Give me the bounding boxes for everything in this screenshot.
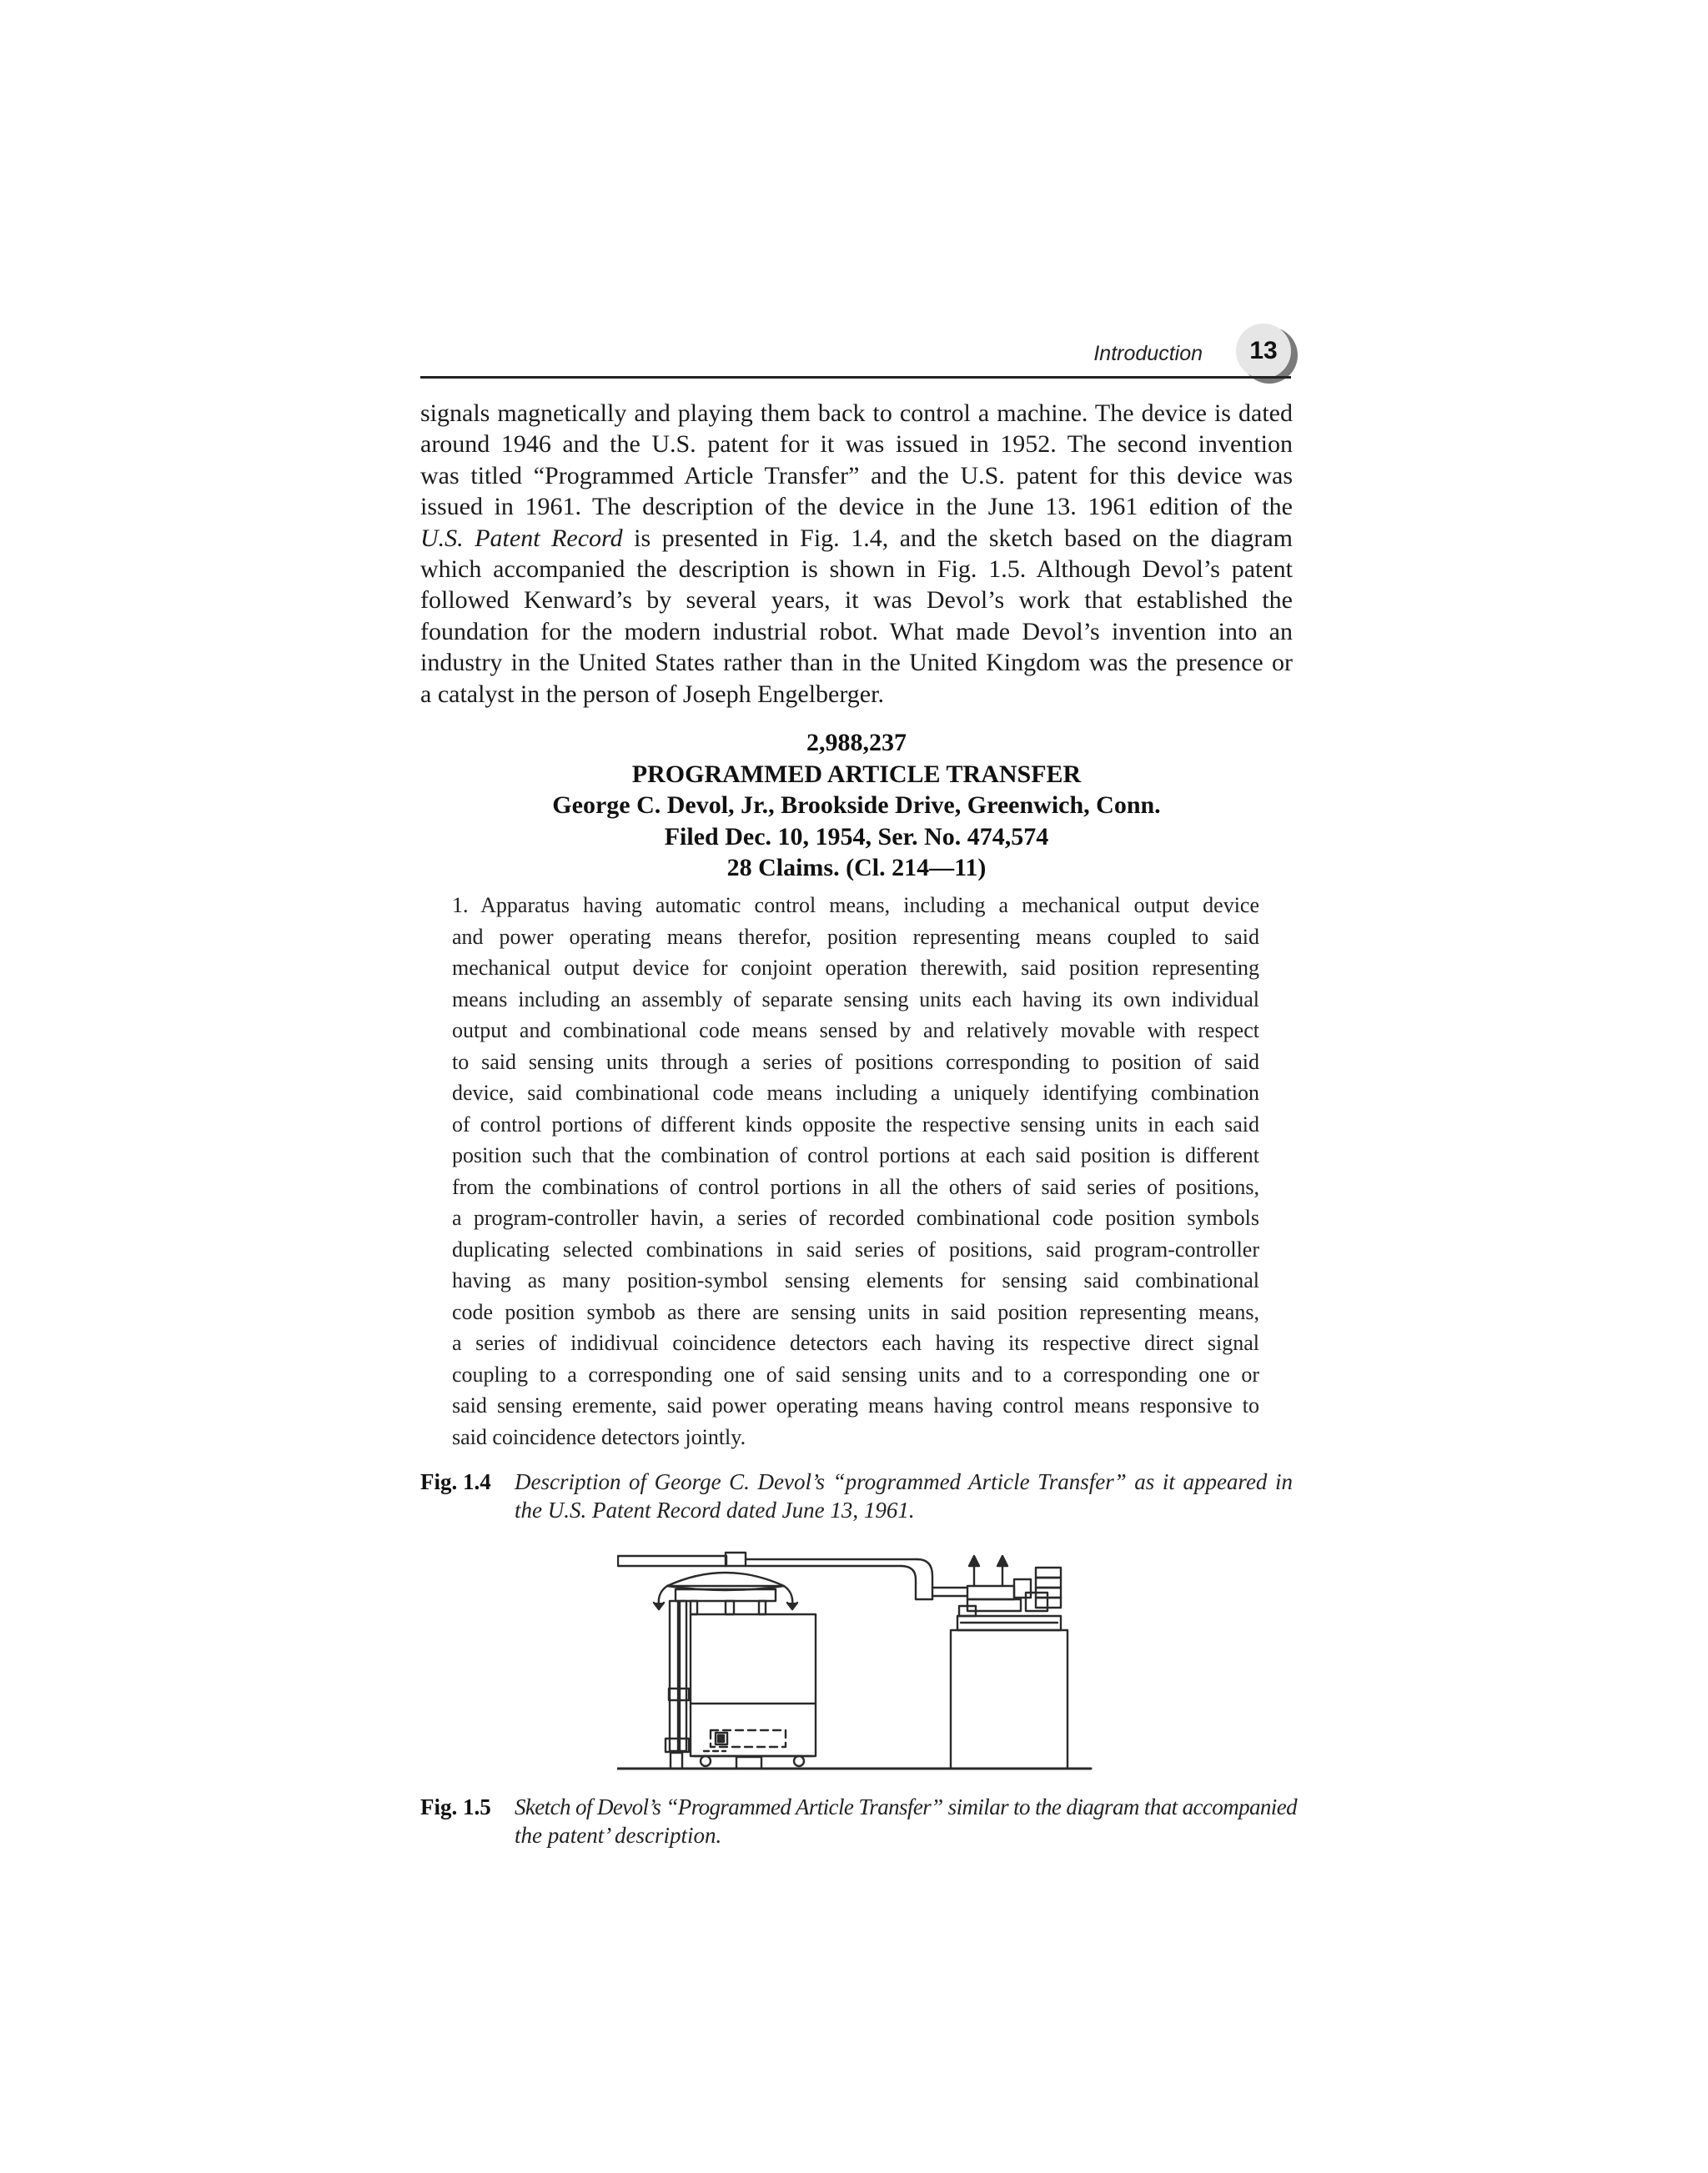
claim-line: having as many position-symbol sensing elements for sensing said combinational bbox=[452, 1268, 1259, 1292]
patent-number: 2,988,237 bbox=[806, 729, 907, 756]
patent-claim-text bbox=[452, 890, 1259, 1453]
figure-label: Fig. 1.4 bbox=[420, 1469, 491, 1494]
claim-line: mechanical output device for conjoint operation therewith, said position representing bbox=[452, 956, 1259, 980]
figure-caption-text bbox=[515, 1468, 1293, 1524]
claim-line: device, said combinational code means including a uniquely identifying combination bbox=[452, 1081, 1259, 1105]
caption-line: Sketch of Devol’s “Programmed Article Transfer” similar to the diagram that accompanied bbox=[515, 1794, 1297, 1819]
caption-line: the patent’ description. bbox=[515, 1823, 722, 1848]
body-line: around 1946 and the U.S. patent for it was issued in 1952. The second invention bbox=[420, 430, 1293, 459]
patent-heading bbox=[420, 727, 1293, 884]
claim-line: from the combinations of control portions in all the others of said series of positions, bbox=[452, 1174, 1259, 1199]
caption-line: Description of George C. Devol’s “programmed Article Transfer” as it appeared in bbox=[515, 1469, 1293, 1494]
claim-line: duplicating selected combinations in said series of positions, said program-controller bbox=[452, 1237, 1259, 1262]
body-line: was titled “Programmed Article Transfer” and the U.S. patent for this device was bbox=[420, 461, 1293, 489]
claim-line: means including an assembly of separate sensing units each having its own individual bbox=[452, 986, 1259, 1011]
page-number-badge bbox=[1236, 324, 1291, 379]
claim-line: position such that the combination of control portions at each said position is different bbox=[452, 1143, 1259, 1167]
claim-line: of control portions of different kinds opposite the respective sensing units in each said bbox=[452, 1112, 1259, 1137]
body-line: a catalyst in the person of Joseph Engelberger. bbox=[420, 680, 884, 708]
figure-1-5-sketch bbox=[617, 1543, 1098, 1776]
publication-title: U.S. Patent Record bbox=[420, 524, 623, 552]
caption-line: the U.S. Patent Record dated June 13, 1961. bbox=[515, 1498, 915, 1523]
figure-label: Fig. 1.5 bbox=[420, 1794, 491, 1819]
header-rule bbox=[420, 376, 1291, 379]
claim-line: a series of indidivual coincidence detectors each having its respective direct signal bbox=[452, 1331, 1259, 1355]
body-line: issued in 1961. The description of the device in the June 13. 1961 edition of the bbox=[420, 493, 1293, 521]
page-number: 13 bbox=[1249, 337, 1278, 364]
patent-filed: Filed Dec. 10, 1954, Ser. No. 474,574 bbox=[664, 822, 1049, 851]
patent-claims: 28 Claims. (Cl. 214—11) bbox=[726, 854, 987, 882]
claim-line: 1. Apparatus having automatic control means, including a mechanical output device bbox=[452, 893, 1259, 917]
body-line: industry in the United States rather than in the United Kingdom was the presence or bbox=[420, 649, 1293, 677]
claim-line: and power operating means therefor, position representing means coupled to said bbox=[452, 924, 1259, 949]
body-line bbox=[420, 523, 1293, 554]
claim-line: coupling to a corresponding one of said sensing units and to a corresponding one or bbox=[452, 1362, 1259, 1387]
claim-line: output and combinational code means sensed by and relatively movable with respect bbox=[452, 1018, 1259, 1042]
claim-line: to said sensing units through a series of positions corresponding to position of said bbox=[452, 1049, 1259, 1074]
figure-caption-text bbox=[515, 1793, 1297, 1849]
body-line: followed Kenward’s by several years, it was Devol’s work that established the bbox=[420, 586, 1293, 615]
running-header-title: Introduction bbox=[1093, 342, 1203, 365]
body-paragraph bbox=[420, 398, 1293, 710]
claim-line: a program-controller havin, a series of recorded combinational code position symbols bbox=[452, 1206, 1259, 1230]
patent-title: PROGRAMMED ARTICLE TRANSFER bbox=[631, 760, 1082, 788]
claim-line: said coincidence detectors jointly. bbox=[452, 1424, 746, 1449]
body-line: which accompanied the description is shown in Fig. 1.5. Although Devol’s patent bbox=[420, 555, 1293, 584]
claim-line: said sensing eremente, said power operating means having control means responsive to bbox=[452, 1393, 1259, 1418]
claim-line: code position symbob as there are sensing units in said position representing means, bbox=[452, 1299, 1259, 1324]
body-line: signals magnetically and playing them back to control a machine. The device is dated bbox=[420, 399, 1293, 427]
body-line-text: is presented in Fig. 1.4, and the sketch based on the diagram bbox=[622, 524, 1293, 552]
running-header bbox=[420, 329, 1293, 380]
patent-inventor: George C. Devol, Jr., Brookside Drive, Greenwich, Conn. bbox=[552, 791, 1161, 820]
body-line: foundation for the modern industrial robot. What made Devol’s invention into an bbox=[420, 617, 1293, 645]
